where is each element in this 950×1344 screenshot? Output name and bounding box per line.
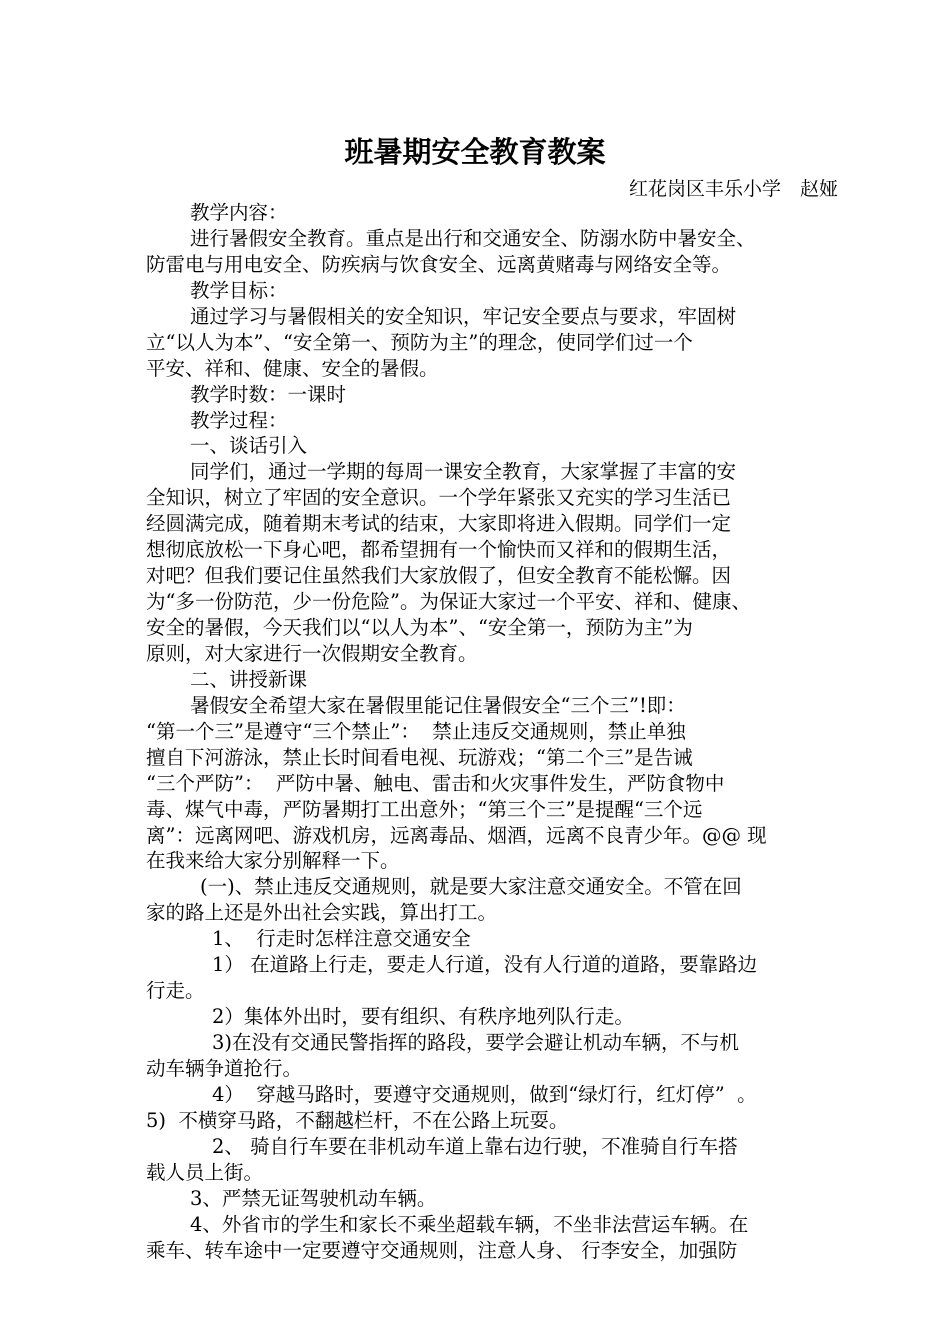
text-line: 教学时数：一课时: [190, 382, 347, 406]
text-line: 2）集体外出时，要有组织、有秩序地列队行走。: [212, 1005, 634, 1029]
text-line: 载人员上街。: [146, 1160, 264, 1184]
text-line: “三个严防”： 严防中暑、触电、雷击和火灾事件发生，严防食物中: [146, 771, 725, 795]
text-line: 1、 行走时怎样注意交通安全: [212, 927, 471, 951]
text-line: 同学们，通过一学期的每周一课安全教育，大家掌握了丰富的安: [190, 460, 737, 484]
text-line: 4、外省市的学生和家长不乘坐超载车辆，不坐非法营运车辆。在: [190, 1212, 749, 1236]
text-line: 3、严禁无证驾驶机动车辆。: [190, 1186, 437, 1210]
text-line: 通过学习与暑假相关的安全知识，牢记安全要点与要求，牢固树: [190, 304, 737, 328]
document-body: [146, 200, 818, 1263]
text-line: 4） 穿越马路时，要遵守交通规则，做到“绿灯行，红灯停” 。: [212, 1082, 757, 1106]
text-line: 在我来给大家分别解释一下。: [146, 849, 400, 873]
text-line: 毒、煤气中毒，严防暑期打工出意外；“第三个三”是提醒“三个远: [146, 797, 703, 821]
text-line: 立“以人为本”、“安全第一、预防为主”的理念，使同学们过一个: [146, 330, 693, 354]
text-line: 1） 在道路上行走，要走人行道，没有人行道的道路，要靠路边: [212, 953, 758, 977]
text-line: 乘车、转车途中一定要遵守交通规则，注意人身、 行李安全，加强防: [146, 1238, 738, 1262]
text-line: 暑假安全希望大家在暑假里能记住暑假安全“三个三”!即：: [190, 693, 686, 717]
text-line: 一、谈话引入: [190, 434, 308, 458]
text-line: 进行暑假安全教育。重点是出行和交通安全、防溺水防中暑安全、: [190, 226, 756, 250]
text-line: 防雷电与用电安全、防疾病与饮食安全、远离黄赌毒与网络安全等。: [146, 252, 732, 276]
text-line: 离”：远离网吧、游戏机房，远离毒品、烟酒，远离不良青少年。@@ 现: [146, 823, 767, 847]
text-line: 安全的暑假，今天我们以“以人为本”、“安全第一，预防为主”为: [146, 616, 693, 639]
text-line: 经圆满完成，随着期末考试的结束，大家即将进入假期。同学们一定: [146, 512, 732, 536]
text-line: 为“多一份防范，少一份危险”。为保证大家过一个平安、祥和、健康、: [146, 590, 751, 614]
text-line: “第一个三”是遵守“三个禁止”： 禁止违反交通规则，禁止单独: [146, 719, 686, 743]
text-line: 2、 骑自行车要在非机动车道上靠右边行驶，不准骑自行车搭: [212, 1134, 738, 1158]
text-line: 家的路上还是外出社会实践，算出打工。: [146, 901, 498, 925]
text-line: 5) 不横穿马路，不翻越栏杆，不在公路上玩耍。: [146, 1108, 569, 1132]
text-line: 平安、祥和、健康、安全的暑假。: [146, 356, 439, 380]
text-line: 教学目标：: [190, 278, 288, 302]
text-line: 二、讲授新课: [190, 667, 308, 691]
text-line: 想彻底放松一下身心吧，都希望拥有一个愉快而又祥和的假期生活，: [146, 538, 732, 562]
text-line: 教学内容：: [190, 201, 288, 224]
text-line: (一)、禁止违反交通规则，就是要大家注意交通安全。不管在回: [200, 875, 742, 899]
text-line: 原则，对大家进行一次假期安全教育。: [146, 641, 478, 665]
text-line: 全知识，树立了牢固的安全意识。一个学年紧张又充实的学习生活已: [146, 486, 732, 510]
text-line: 擅自下河游泳，禁止长时间看电视、玩游戏；“第二个三”是告诫: [146, 745, 693, 769]
text-line: 动车辆争道抢行。: [146, 1056, 303, 1080]
text-line: 教学过程：: [190, 408, 288, 432]
text-line: 3)在没有交通民警指挥的路段，要学会避让机动车辆，不与机: [212, 1031, 740, 1054]
document-title: 班暑期安全教育教案: [344, 135, 606, 169]
text-line: 对吧？但我们要记住虽然我们大家放假了，但安全教育不能松懈。因: [146, 564, 732, 588]
document-author: 红花岗区丰乐小学 赵娅: [628, 178, 838, 200]
text-line: 行走。: [146, 979, 205, 1003]
